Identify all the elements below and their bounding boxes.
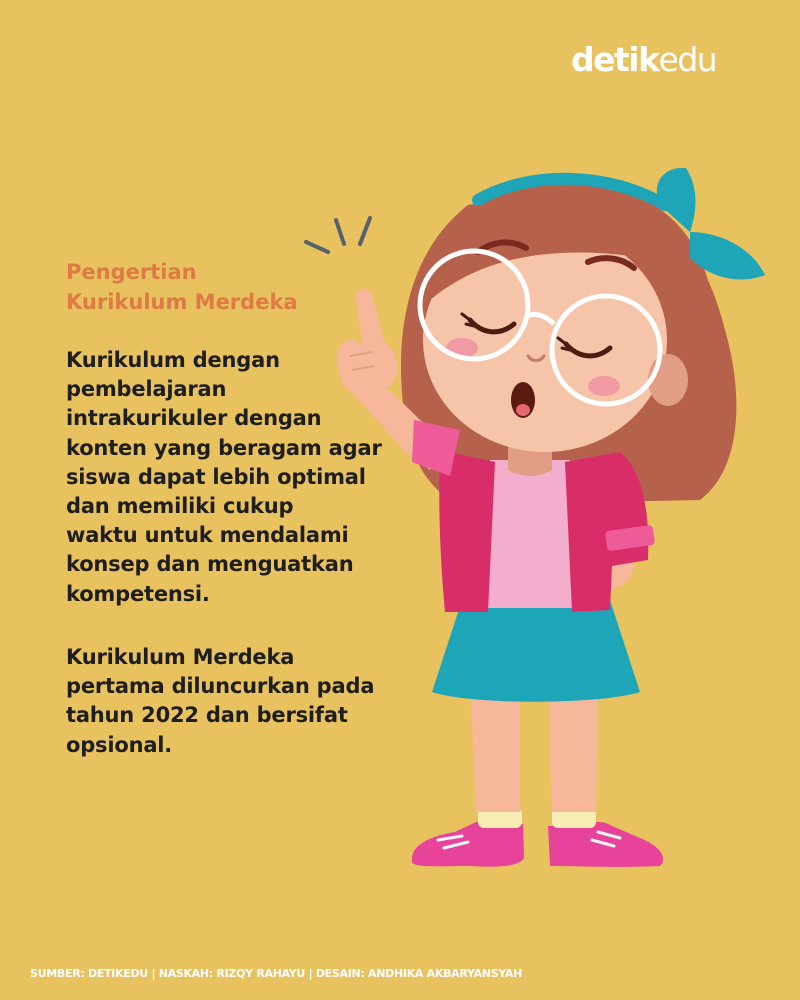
idea-lines-icon xyxy=(306,218,370,252)
paragraph-line: siswa dapat lebih optimal xyxy=(66,464,366,489)
ear xyxy=(648,354,688,406)
paragraph-line: opsional. xyxy=(66,732,173,757)
tongue xyxy=(516,404,530,416)
title-line-2: Kurikulum Merdeka xyxy=(66,290,298,314)
right-cheek xyxy=(588,376,620,396)
paragraph-line: dan memiliki cukup xyxy=(66,494,294,519)
paragraph-line: pertama diluncurkan pada xyxy=(66,674,375,699)
paragraph-line: kompetensi. xyxy=(66,581,210,606)
page-title xyxy=(66,257,298,317)
paragraph-line: Kurikulum Merdeka xyxy=(66,645,295,669)
title-line-1: Pengertian xyxy=(66,260,197,284)
logo-main-text: detik xyxy=(571,40,659,79)
paragraph-line: konsep dan menguatkan xyxy=(66,552,354,577)
paragraph-line: tahun 2022 dan bersifat xyxy=(66,703,348,728)
girl-thinking-illustration xyxy=(290,150,800,890)
credits-footer: SUMBER: DETIKEDU | NASKAH: RIZQY RAHAYU | DESAIN: ANDHIKA AKBARYANSYAH xyxy=(30,967,523,980)
detikedu-logo xyxy=(571,40,716,80)
paragraph-line: intrakurikuler dengan xyxy=(66,406,322,431)
logo-sub-text: edu xyxy=(658,40,717,79)
paragraph-line: Kurikulum dengan xyxy=(66,348,280,372)
pointing-hand xyxy=(338,289,398,394)
left-shoe xyxy=(412,822,524,867)
paragraph-line: konten yang beragam agar xyxy=(66,435,382,460)
paragraph-line: waktu untuk mendalami xyxy=(66,523,349,548)
skirt xyxy=(432,600,640,702)
shirt xyxy=(488,460,572,608)
paragraph-line: pembelajaran xyxy=(66,377,227,402)
